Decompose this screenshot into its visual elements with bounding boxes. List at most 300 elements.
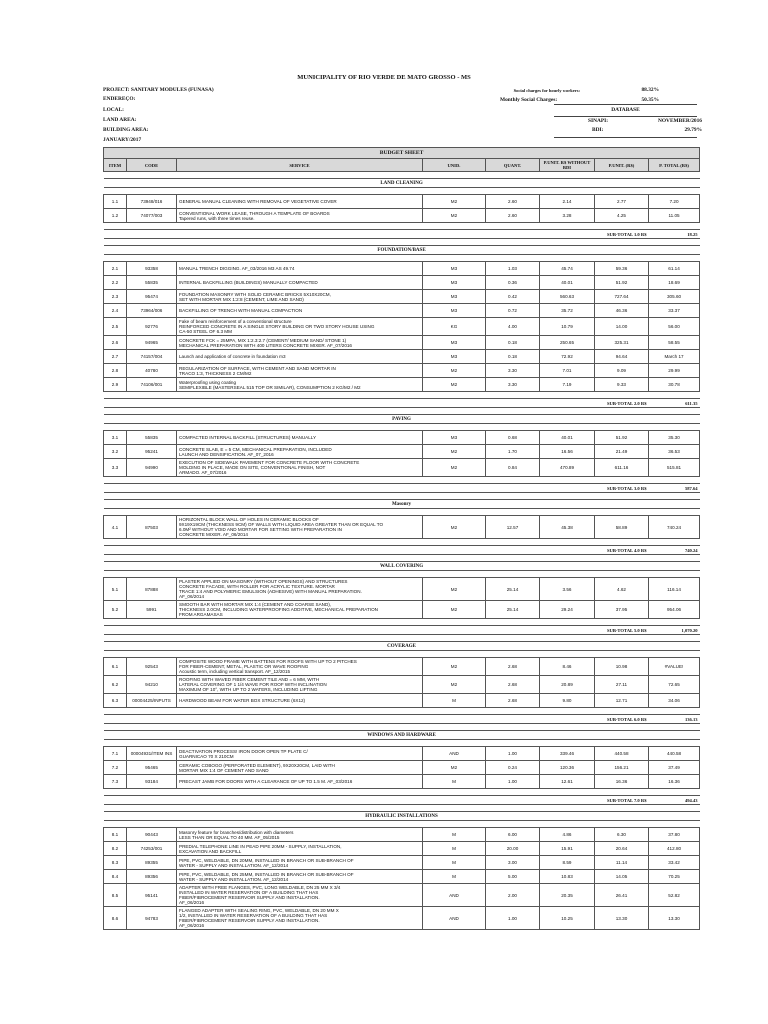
- item-unit: M3: [423, 290, 486, 304]
- service-line: Masonry feature for branches/distribution with diameters: [179, 829, 294, 835]
- section-title: FOUNDATION/BASE: [104, 246, 700, 255]
- item-service: [177, 378, 423, 392]
- section-header: [104, 812, 700, 821]
- item-total: 72.65: [649, 676, 700, 694]
- service-line: COMPOSITE WOOD FRAME WITH BATTENS FOR ROOFS WITH UP TO 2 PITCHES: [179, 659, 357, 664]
- social-monthly-value: 50.35%: [641, 97, 659, 103]
- item-code: 92776: [127, 318, 177, 336]
- item-unit-price-no-bdi: 15.91: [540, 842, 595, 856]
- item-total: 13.30: [649, 907, 700, 930]
- service-line: PIPE, PVC, WELDABLE, DN 25MM, INSTALLED IN BRANCH OR SUB-BRANCH OF: [179, 871, 354, 877]
- item-service: [177, 828, 423, 842]
- item-unit-price: 94.64: [595, 350, 649, 364]
- table-row: [104, 195, 700, 209]
- item-quantity: 0.24: [486, 761, 540, 775]
- item-total: 515.81: [649, 459, 700, 477]
- item-number: 2.4: [104, 304, 127, 318]
- item-unit-price: 10.98: [595, 658, 649, 676]
- item-number: 2.1: [104, 262, 127, 276]
- subtotal-row: [104, 546, 700, 555]
- item-number: 2.5: [104, 318, 127, 336]
- service-line: AF_06/2014: [179, 594, 205, 599]
- item-unit: M2: [423, 195, 486, 209]
- item-number: 8.3: [104, 856, 127, 870]
- service-line: SEMIFLEXIBLE (MASTERSEAL 515 TOP OR SIMILAR), CONSUMPTION 2 KG/M2 / M2: [179, 384, 361, 390]
- item-unit: M2: [423, 761, 486, 775]
- item-quantity: 4.00: [486, 318, 540, 336]
- item-code: 95241: [127, 445, 177, 459]
- item-unit-price-no-bdi: 40.01: [540, 431, 595, 445]
- item-unit: M2: [423, 578, 486, 601]
- item-unit-price: 37.95: [595, 601, 649, 619]
- item-unit-price-no-bdi: 72.92: [540, 350, 595, 364]
- service-line: LESS THAN OR EQUAL TO 40 MM. AF_05/2015: [179, 834, 280, 840]
- item-unit: M2: [423, 601, 486, 619]
- item-quantity: 25.14: [486, 601, 540, 619]
- item-quantity: 0.84: [486, 459, 540, 477]
- service-line: COMPACTED INTERNAL BACKFILL (STRUCTURES) MANUALLY: [179, 435, 317, 440]
- item-unit: M3: [423, 262, 486, 276]
- item-quantity: 3.30: [486, 378, 540, 392]
- date-label: JANUARY/2017: [103, 137, 142, 143]
- subtotal-label: SUB-TOTAL 3.0 R$: [595, 484, 649, 493]
- item-number: 1.2: [104, 209, 127, 223]
- item-code: 94210: [127, 676, 177, 694]
- item-total: 7.20: [649, 195, 700, 209]
- item-code: 55835: [127, 431, 177, 445]
- item-quantity: 2.68: [486, 694, 540, 708]
- section-title: HYDRAULIC INSTALLATIONS: [104, 812, 700, 821]
- item-unit: M3: [423, 304, 486, 318]
- item-unit-price-no-bdi: 29.24: [540, 601, 595, 619]
- service-line: 1/2, INSTALLED IN WATER RESERVATION OF A BUILDING THAT HAS: [179, 913, 328, 918]
- service-line: CONVENTIONAL WORK LEASE, THROUGH A TEMPLATE OF BOARDS: [179, 210, 330, 216]
- item-unit-price-no-bdi: 120.36: [540, 761, 595, 775]
- table-row: [104, 828, 700, 842]
- service-line: FROM ARGAMASAS: [179, 612, 223, 617]
- section-title: LAND CLEANING: [104, 179, 700, 188]
- item-quantity: 2.60: [486, 195, 540, 209]
- local-label: LOCAL:: [103, 107, 124, 113]
- subtotal-row: [104, 715, 700, 724]
- item-number: 3.2: [104, 445, 127, 459]
- service-line: REINFORCED CONCRETE IN A SINGLE STORY BUILDING OR TWO STORY HOUSE USING: [179, 324, 375, 329]
- table-row: [104, 870, 700, 884]
- table-row: [104, 459, 700, 477]
- item-unit-price-no-bdi: 7.01: [540, 364, 595, 378]
- section-title: Masonry: [104, 500, 700, 509]
- item-quantity: 2.60: [486, 209, 540, 223]
- item-code: 94965: [127, 336, 177, 350]
- service-line: FOUNDATION MASONRY WITH SOLID CERAMIC BRICKS 5X10X20CM,: [179, 291, 331, 297]
- item-quantity: 3.30: [486, 364, 540, 378]
- item-code: 00004931/ITEM INS: [127, 747, 177, 761]
- item-code: 73948/016: [127, 195, 177, 209]
- service-line: CA-50 STEEL OF 6.3 MM: [179, 329, 232, 334]
- item-quantity: 0.18: [486, 336, 540, 350]
- item-service: [177, 445, 423, 459]
- item-service: [177, 262, 423, 276]
- item-total: 30.78: [649, 378, 700, 392]
- social-monthly-label: Monthly Social Charges:: [500, 97, 558, 103]
- item-code: 95474: [127, 290, 177, 304]
- item-quantity: 2.00: [486, 884, 540, 907]
- item-service: [177, 209, 423, 223]
- item-service: [177, 870, 423, 884]
- service-line: WATER - SUPPLY AND INSTALLATION. AF_12/2014: [179, 862, 289, 868]
- item-unit-price: 27.11: [595, 676, 649, 694]
- item-code: 73964/006: [127, 304, 177, 318]
- section-title: PAVING: [104, 415, 700, 424]
- item-unit-price: 156.21: [595, 761, 649, 775]
- service-line: CONCRETE FCK = 25MPA, MIX 1:2.3:2.7 (CEMENT/ MEDIUM SAND/ STONE 1): [179, 337, 347, 343]
- subtotal-value: 740.24: [649, 546, 700, 555]
- item-quantity: 25.14: [486, 578, 540, 601]
- budget-table: [103, 147, 700, 930]
- item-unit-price-no-bdi: 8.59: [540, 856, 595, 870]
- item-unit-price: 51.92: [595, 431, 649, 445]
- item-unit: M2: [423, 209, 486, 223]
- item-service: [177, 658, 423, 676]
- item-quantity: 1.03: [486, 262, 540, 276]
- item-unit: M2: [423, 459, 486, 477]
- item-code: 74253/001: [127, 842, 177, 856]
- database-label: DATABASE: [611, 107, 640, 113]
- table-row: [104, 276, 700, 290]
- service-line: GUARNICAO 70 X 210CM: [179, 753, 234, 759]
- subtotal-label: SUB-TOTAL 5.0 R$: [595, 626, 649, 635]
- item-unit-price-no-bdi: 9.80: [540, 694, 595, 708]
- item-number: 2.8: [104, 364, 127, 378]
- service-line: Acoustic term, including vertical transport. AF_12/2015: [179, 669, 291, 674]
- item-service: [177, 856, 423, 870]
- service-line: DEACTIVATION PROCESS! IRON DOOR OPEN TP PLATE C/: [179, 748, 308, 754]
- item-total: 33.37: [649, 304, 700, 318]
- item-unit-price-no-bdi: 40.01: [540, 276, 595, 290]
- item-unit: M: [423, 775, 486, 789]
- item-number: 8.2: [104, 842, 127, 856]
- item-unit: M2: [423, 676, 486, 694]
- item-unit-price-no-bdi: 3.56: [540, 578, 595, 601]
- subtotal-label: SUB-TOTAL 4.0 R$: [595, 546, 649, 555]
- service-line: SET WITH MORTAR MIX 1:2:8 (CEMENT, LIME AND SAND): [179, 296, 304, 302]
- service-line: PREDIAL TELEPHONE LINE IN PEAD PIPE 20MM - SUPPLY, INSTALLATION,: [179, 843, 342, 849]
- item-quantity: 0.18: [486, 350, 540, 364]
- address-label: ENDEREÇO:: [103, 96, 136, 102]
- item-number: 7.1: [104, 747, 127, 761]
- section-header: [104, 179, 700, 188]
- item-service: [177, 842, 423, 856]
- service-line: HARDWOOD BEAM FOR WATER BOX STRUCTURE (6X12): [179, 698, 306, 703]
- table-row: [104, 761, 700, 775]
- service-line: FLANGED ADAPTER WITH SEALING RING, PVC, WELDABLE, DN 20 MM X: [179, 908, 339, 913]
- project-label: PROJECT: SANITARY MODULES (FUNASA): [103, 87, 214, 93]
- item-unit-price: 46.36: [595, 304, 649, 318]
- service-line: EXCAVATION AND BACKFILL: [179, 848, 242, 854]
- item-quantity: 2.68: [486, 676, 540, 694]
- item-code: 94990: [127, 459, 177, 477]
- item-total: 116.14: [649, 578, 700, 601]
- item-code: 40780: [127, 364, 177, 378]
- building-area-label: BUILDING AREA:: [103, 127, 149, 133]
- table-row: [104, 209, 700, 223]
- subtotal-row: [104, 626, 700, 635]
- item-unit-price-no-bdi: 16.56: [540, 445, 595, 459]
- column-header: CODE: [127, 159, 177, 172]
- subtotal-label: SUB-TOTAL 6.0 R$: [595, 715, 649, 724]
- section-header: [104, 500, 700, 509]
- item-service: [177, 578, 423, 601]
- subtotal-value: 494.43: [649, 796, 700, 805]
- item-quantity: 2.68: [486, 658, 540, 676]
- item-number: 4.1: [104, 516, 127, 539]
- item-unit-price: 20.64: [595, 842, 649, 856]
- service-line: MANUAL TRENCH DIGGING. AF_03/2016 M3 AS 49.74: [179, 266, 295, 271]
- table-row: [104, 364, 700, 378]
- item-service: [177, 459, 423, 477]
- item-code: 89355: [127, 856, 177, 870]
- item-total: 61.14: [649, 262, 700, 276]
- item-unit: M2: [423, 658, 486, 676]
- item-unit-price: 59.36: [595, 262, 649, 276]
- item-unit-price: 14.00: [595, 318, 649, 336]
- social-hourly-value: 88.32%: [641, 87, 659, 93]
- subtotal-row: [104, 796, 700, 805]
- item-unit-price-no-bdi: 45.38: [540, 516, 595, 539]
- item-code: 89356: [127, 870, 177, 884]
- item-total: 56.00: [649, 318, 700, 336]
- item-unit-price-no-bdi: 45.74: [540, 262, 595, 276]
- item-number: 8.1: [104, 828, 127, 842]
- item-total: #VALUE!: [649, 658, 700, 676]
- item-total: 740.24: [649, 516, 700, 539]
- item-code: 5991: [127, 601, 177, 619]
- item-total: 52.82: [649, 884, 700, 907]
- item-unit-price-no-bdi: 12.61: [540, 775, 595, 789]
- item-unit: M: [423, 828, 486, 842]
- column-header: SERVICE: [177, 159, 423, 172]
- item-code: 74106/001: [127, 378, 177, 392]
- item-quantity: 1.00: [486, 775, 540, 789]
- item-code: 93184: [127, 775, 177, 789]
- item-unit-price: 611.16: [595, 459, 649, 477]
- table-row: [104, 445, 700, 459]
- item-number: 1.1: [104, 195, 127, 209]
- item-total: 954.06: [649, 601, 700, 619]
- item-unit-price: 51.92: [595, 276, 649, 290]
- item-number: 7.2: [104, 761, 127, 775]
- subtotal-row: [104, 484, 700, 493]
- service-line: BACKFILLING OF TRENCH WITH MANUAL COMPACTION: [179, 308, 303, 313]
- service-line: LATERAL COVERING OF 1 1/4 WAVE FOR ROOF WITH INCLINATION: [179, 682, 327, 687]
- service-line: SMOOTH BAR WITH MORTAR MIX 1:4 (CEMENT AND COARSE SAND),: [179, 602, 332, 607]
- subtotal-row: [104, 230, 700, 239]
- item-number: 2.7: [104, 350, 127, 364]
- service-line: MECHANICAL PREPARATION WITH 400 LITERS CONCRETE MIXER. AF_07/2016: [179, 342, 352, 348]
- table-row: [104, 601, 700, 619]
- service-line: THICKNESS 2.0CM, INCLUDING WATERPROOFING ADDITIVE, MECHANICAL PREPARATION: [179, 607, 379, 612]
- item-unit: M3: [423, 350, 486, 364]
- item-total: 37.49: [649, 761, 700, 775]
- item-service: [177, 431, 423, 445]
- subtotal-value: 587.64: [649, 484, 700, 493]
- item-unit-price-no-bdi: 20.35: [540, 884, 595, 907]
- service-line: 9X19X19CM (THICKNESS 9CM) OF WALLS WITH LIQUID AREA GREATER THAN OR EQUAL TO: [179, 522, 384, 527]
- item-total: 37.80: [649, 828, 700, 842]
- service-line: MAXIMUM OF 10°, WITH UP TO 2 WATERS, INCLUDING LIFTING: [179, 687, 318, 692]
- social-hourly-label: Social charges for hourly workers:: [513, 88, 580, 93]
- item-unit: AND: [423, 884, 486, 907]
- column-header: UNID.: [423, 159, 486, 172]
- item-total: 70.25: [649, 870, 700, 884]
- table-row: [104, 775, 700, 789]
- item-service: [177, 336, 423, 350]
- item-unit: M3: [423, 336, 486, 350]
- item-code: 00004425/INPUTS: [127, 694, 177, 708]
- table-row: [104, 842, 700, 856]
- item-unit-price-no-bdi: 560.63: [540, 290, 595, 304]
- item-number: 8.6: [104, 907, 127, 930]
- item-service: [177, 516, 423, 539]
- item-total: March 17: [649, 350, 700, 364]
- item-unit-price: 13.30: [595, 907, 649, 930]
- item-number: 6.3: [104, 694, 127, 708]
- item-code: 74077/003: [127, 209, 177, 223]
- item-unit: M3: [423, 431, 486, 445]
- item-total: 58.55: [649, 336, 700, 350]
- item-unit-price: 440.58: [595, 747, 649, 761]
- item-code: 90443: [127, 828, 177, 842]
- item-number: 5.1: [104, 578, 127, 601]
- service-line: PIPE, PVC, WELDABLE, DN 20MM, INSTALLED IN BRANCH OR SUB-BRANCH OF: [179, 857, 354, 863]
- item-unit: M: [423, 856, 486, 870]
- service-line: 6.0M² WITHOUT VOID AND MORTAR FOR SETTING WITH PREPARATION IN: [179, 527, 342, 532]
- item-quantity: 0.42: [486, 290, 540, 304]
- item-unit-price: 2.77: [595, 195, 649, 209]
- item-service: [177, 747, 423, 761]
- item-number: 8.4: [104, 870, 127, 884]
- service-line: CERAMIC COBOGO (PERFORATED ELEMENT), 9X20X20CM, LAID WITH: [179, 762, 335, 768]
- item-quantity: 20.00: [486, 842, 540, 856]
- column-header: P. TOTAL (R$): [649, 159, 700, 172]
- land-area-label: LAND AREA:: [103, 117, 137, 123]
- item-unit-price: 14.05: [595, 870, 649, 884]
- item-number: 5.2: [104, 601, 127, 619]
- item-unit: AND: [423, 747, 486, 761]
- item-unit-price-no-bdi: 10.79: [540, 318, 595, 336]
- item-unit-price-no-bdi: 4.86: [540, 828, 595, 842]
- item-unit-price-no-bdi: 10.83: [540, 870, 595, 884]
- item-service: [177, 276, 423, 290]
- document-title: MUNICIPALITY OF RIO VERDE DE MATO GROSSO - MS: [297, 74, 471, 81]
- service-line: FIBER/FIBROCEMENT RESERVOIR SUPPLY AND INSTALLATION.: [179, 918, 320, 923]
- service-line: Waterproofing using coating: [179, 379, 237, 385]
- section-header: [104, 246, 700, 255]
- item-number: 2.2: [104, 276, 127, 290]
- table-row: [104, 378, 700, 392]
- bdi-value: 29.79%: [684, 127, 702, 133]
- service-line: WATER - SUPPLY AND INSTALLATION. AF_12/2014: [179, 876, 289, 882]
- item-total: 29.99: [649, 364, 700, 378]
- item-quantity: 1.00: [486, 907, 540, 930]
- item-unit: M2: [423, 445, 486, 459]
- column-header: ITEM: [104, 159, 127, 172]
- item-code: 92543: [127, 658, 177, 676]
- item-unit-price: 727.64: [595, 290, 649, 304]
- service-line: Fake of beam reinforcement of a conventional structure: [179, 319, 292, 324]
- service-line: MOLDING IN PLACE, MADE ON SITE, CONVENTIONAL FINISH, NOT: [179, 465, 326, 470]
- service-line: ADAPTER WITH FREE FLANGES, PVC, LONG WELDABLE, DN 25 MM X 3/4: [179, 885, 341, 890]
- item-unit-price-no-bdi: 2.14: [540, 195, 595, 209]
- table-row: [104, 578, 700, 601]
- item-total: 11.05: [649, 209, 700, 223]
- budget-sheet-title: BUDGET SHEET: [104, 148, 700, 159]
- item-number: 2.9: [104, 378, 127, 392]
- item-unit-price: 11.14: [595, 856, 649, 870]
- item-quantity: 0.72: [486, 304, 540, 318]
- table-row: [104, 747, 700, 761]
- section-header: [104, 415, 700, 424]
- item-unit-price: 4.62: [595, 578, 649, 601]
- item-unit-price: 26.41: [595, 884, 649, 907]
- item-service: [177, 304, 423, 318]
- service-line: AF_06/2016: [179, 923, 205, 928]
- item-unit-price: 9.33: [595, 378, 649, 392]
- service-line: INSTALLED IN WATER RESERVATION OF A BUILDING THAT HAS: [179, 890, 319, 895]
- table-row: [104, 694, 700, 708]
- item-unit: M2: [423, 516, 486, 539]
- item-unit-price: 16.36: [595, 775, 649, 789]
- subtotal-value: 18.25: [649, 230, 700, 239]
- service-line: CONCRETE MIXER. AF_06/2014: [179, 532, 248, 537]
- item-quantity: 0.36: [486, 276, 540, 290]
- item-quantity: 0.68: [486, 431, 540, 445]
- service-line: FOR FIBER-CEMENT, METAL, PLASTIC OR WAVE ROOFING: [179, 664, 309, 669]
- item-total: 412.80: [649, 842, 700, 856]
- item-unit-price-no-bdi: 7.19: [540, 378, 595, 392]
- service-line: INTERNAL BACKFILLING (BUILDINGS) MANUALLY COMPACTED: [179, 280, 318, 285]
- service-line: TRACE 1:4 AND POLYMERIC EMULSION (ADHESIVE) WITH MANUAL PREPARATION.: [179, 589, 362, 594]
- item-total: 305.60: [649, 290, 700, 304]
- item-code: 94783: [127, 907, 177, 930]
- item-number: 3.1: [104, 431, 127, 445]
- item-unit-price-no-bdi: 339.46: [540, 747, 595, 761]
- subtotal-value: 136.13: [649, 715, 700, 724]
- section-title: WINDOWS AND HARDWARE: [104, 731, 700, 740]
- item-unit-price: 325.31: [595, 336, 649, 350]
- service-line: AF_06/2016: [179, 900, 205, 905]
- item-total: 440.58: [649, 747, 700, 761]
- item-service: [177, 601, 423, 619]
- item-number: 6.2: [104, 676, 127, 694]
- table-row: [104, 336, 700, 350]
- service-line: LAUNCH AND DENSIFICATION. AF_07_2016: [179, 451, 274, 457]
- service-line: Launch and application of concrete in foundation m3: [179, 354, 286, 359]
- service-line: ARMADO. AF_07/2016: [179, 470, 227, 475]
- item-number: 8.5: [104, 884, 127, 907]
- item-number: 7.3: [104, 775, 127, 789]
- item-unit-price-no-bdi: 3.28: [540, 209, 595, 223]
- item-unit: M2: [423, 378, 486, 392]
- item-unit-price: 9.09: [595, 364, 649, 378]
- service-line: EXECUTION OF SIDEWALK PAVEMENT FOR CONCRETE FLOOR WITH CONCRETE: [179, 460, 360, 465]
- section-title: WALL COVERING: [104, 562, 700, 571]
- subtotal-value: 1,070.20: [649, 626, 700, 635]
- item-unit-price: 4.25: [595, 209, 649, 223]
- item-total: 33.42: [649, 856, 700, 870]
- item-number: 6.1: [104, 658, 127, 676]
- service-line: REGULARIZATION OF SURFACE, WITH CEMENT AND SAND MORTAR IN: [179, 365, 336, 371]
